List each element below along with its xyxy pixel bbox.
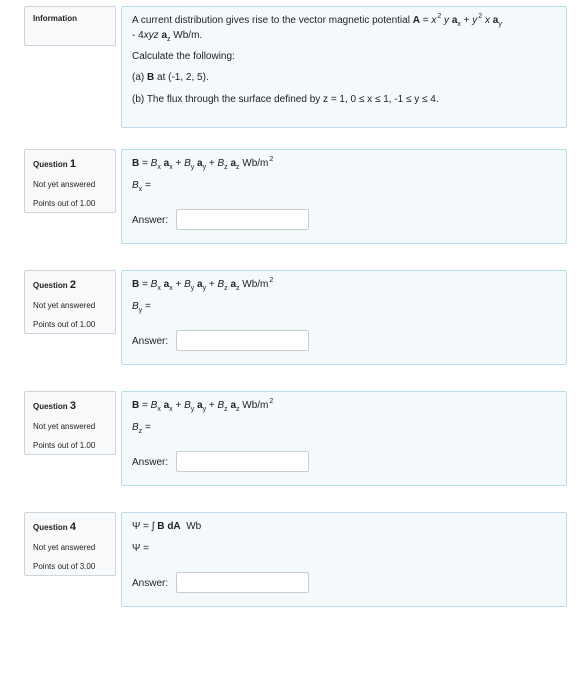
question-3-info: Question 3 Not yet answered Points out of 1.00	[24, 391, 116, 455]
question-1-info: Question 1 Not yet answered Points out of 1.00	[24, 149, 116, 213]
question-2-points: Points out of 1.00	[33, 319, 96, 329]
question-3-status: Not yet answered	[33, 421, 96, 431]
flux-equation: Ψ = ∫ B dA Wb	[132, 521, 202, 532]
info-label: Information	[33, 14, 77, 23]
info-panel	[121, 6, 567, 128]
question-1-status: Not yet answered	[33, 179, 96, 189]
answer-label: Answer:	[132, 578, 169, 589]
question-2-info: Question 2 Not yet answered Points out of 1.00	[24, 270, 116, 334]
question-4-info: Question 4 Not yet answered Points out of 3.00	[24, 512, 116, 576]
b-vector-equation: $B = B_x$ $a_x + B_y$ $a_y + B_z$ $a_z$ $Wb/m^2$	[132, 398, 274, 413]
b-vector-equation: $B = B_x$ $a_x + B_y$ $a_y + B_z$ $a_z$ $Wb/m^2$	[132, 156, 274, 171]
psi-prompt: Ψ =	[132, 543, 149, 554]
info-line-1: A current distribution gives rise to the vector magnetic potential $A = x^2$ y $a_x + y^2$ x $a_y$	[132, 13, 502, 28]
bz-prompt: $B_z$ =	[132, 422, 151, 435]
answer-label: Answer:	[132, 215, 169, 226]
info-calc: Calculate the following:	[132, 51, 235, 62]
question-2-panel	[121, 270, 567, 365]
answer-input-1[interactable]	[176, 209, 309, 230]
by-prompt: $B_y$ =	[132, 301, 151, 314]
info-sidebar	[24, 6, 116, 46]
answer-input-4[interactable]	[176, 572, 309, 593]
question-1-panel	[121, 149, 567, 244]
question-4-panel	[121, 512, 567, 607]
question-3-points: Points out of 1.00	[33, 440, 96, 450]
info-line-2: - 4xyz $a_z$ Wb/m.	[132, 30, 203, 43]
info-part-a: (a) B at (-1, 2, 5).	[132, 72, 209, 83]
question-4-points: Points out of 3.00	[33, 561, 96, 571]
question-4-status: Not yet answered	[33, 542, 96, 552]
question-2-status: Not yet answered	[33, 300, 96, 310]
question-3-panel	[121, 391, 567, 486]
answer-label: Answer:	[132, 336, 169, 347]
info-part-b: (b) The flux through the surface defined by z = 1, 0 ≤ x ≤ 1, -1 ≤ y ≤ 4.	[132, 94, 439, 105]
answer-label: Answer:	[132, 457, 169, 468]
question-1-points: Points out of 1.00	[33, 198, 96, 208]
answer-input-2[interactable]	[176, 330, 309, 351]
bx-prompt: $B_x$ =	[132, 180, 151, 193]
answer-input-3[interactable]	[176, 451, 309, 472]
b-vector-equation: $B = B_x$ $a_x + B_y$ $a_y + B_z$ $a_z$ $Wb/m^2$	[132, 277, 274, 292]
